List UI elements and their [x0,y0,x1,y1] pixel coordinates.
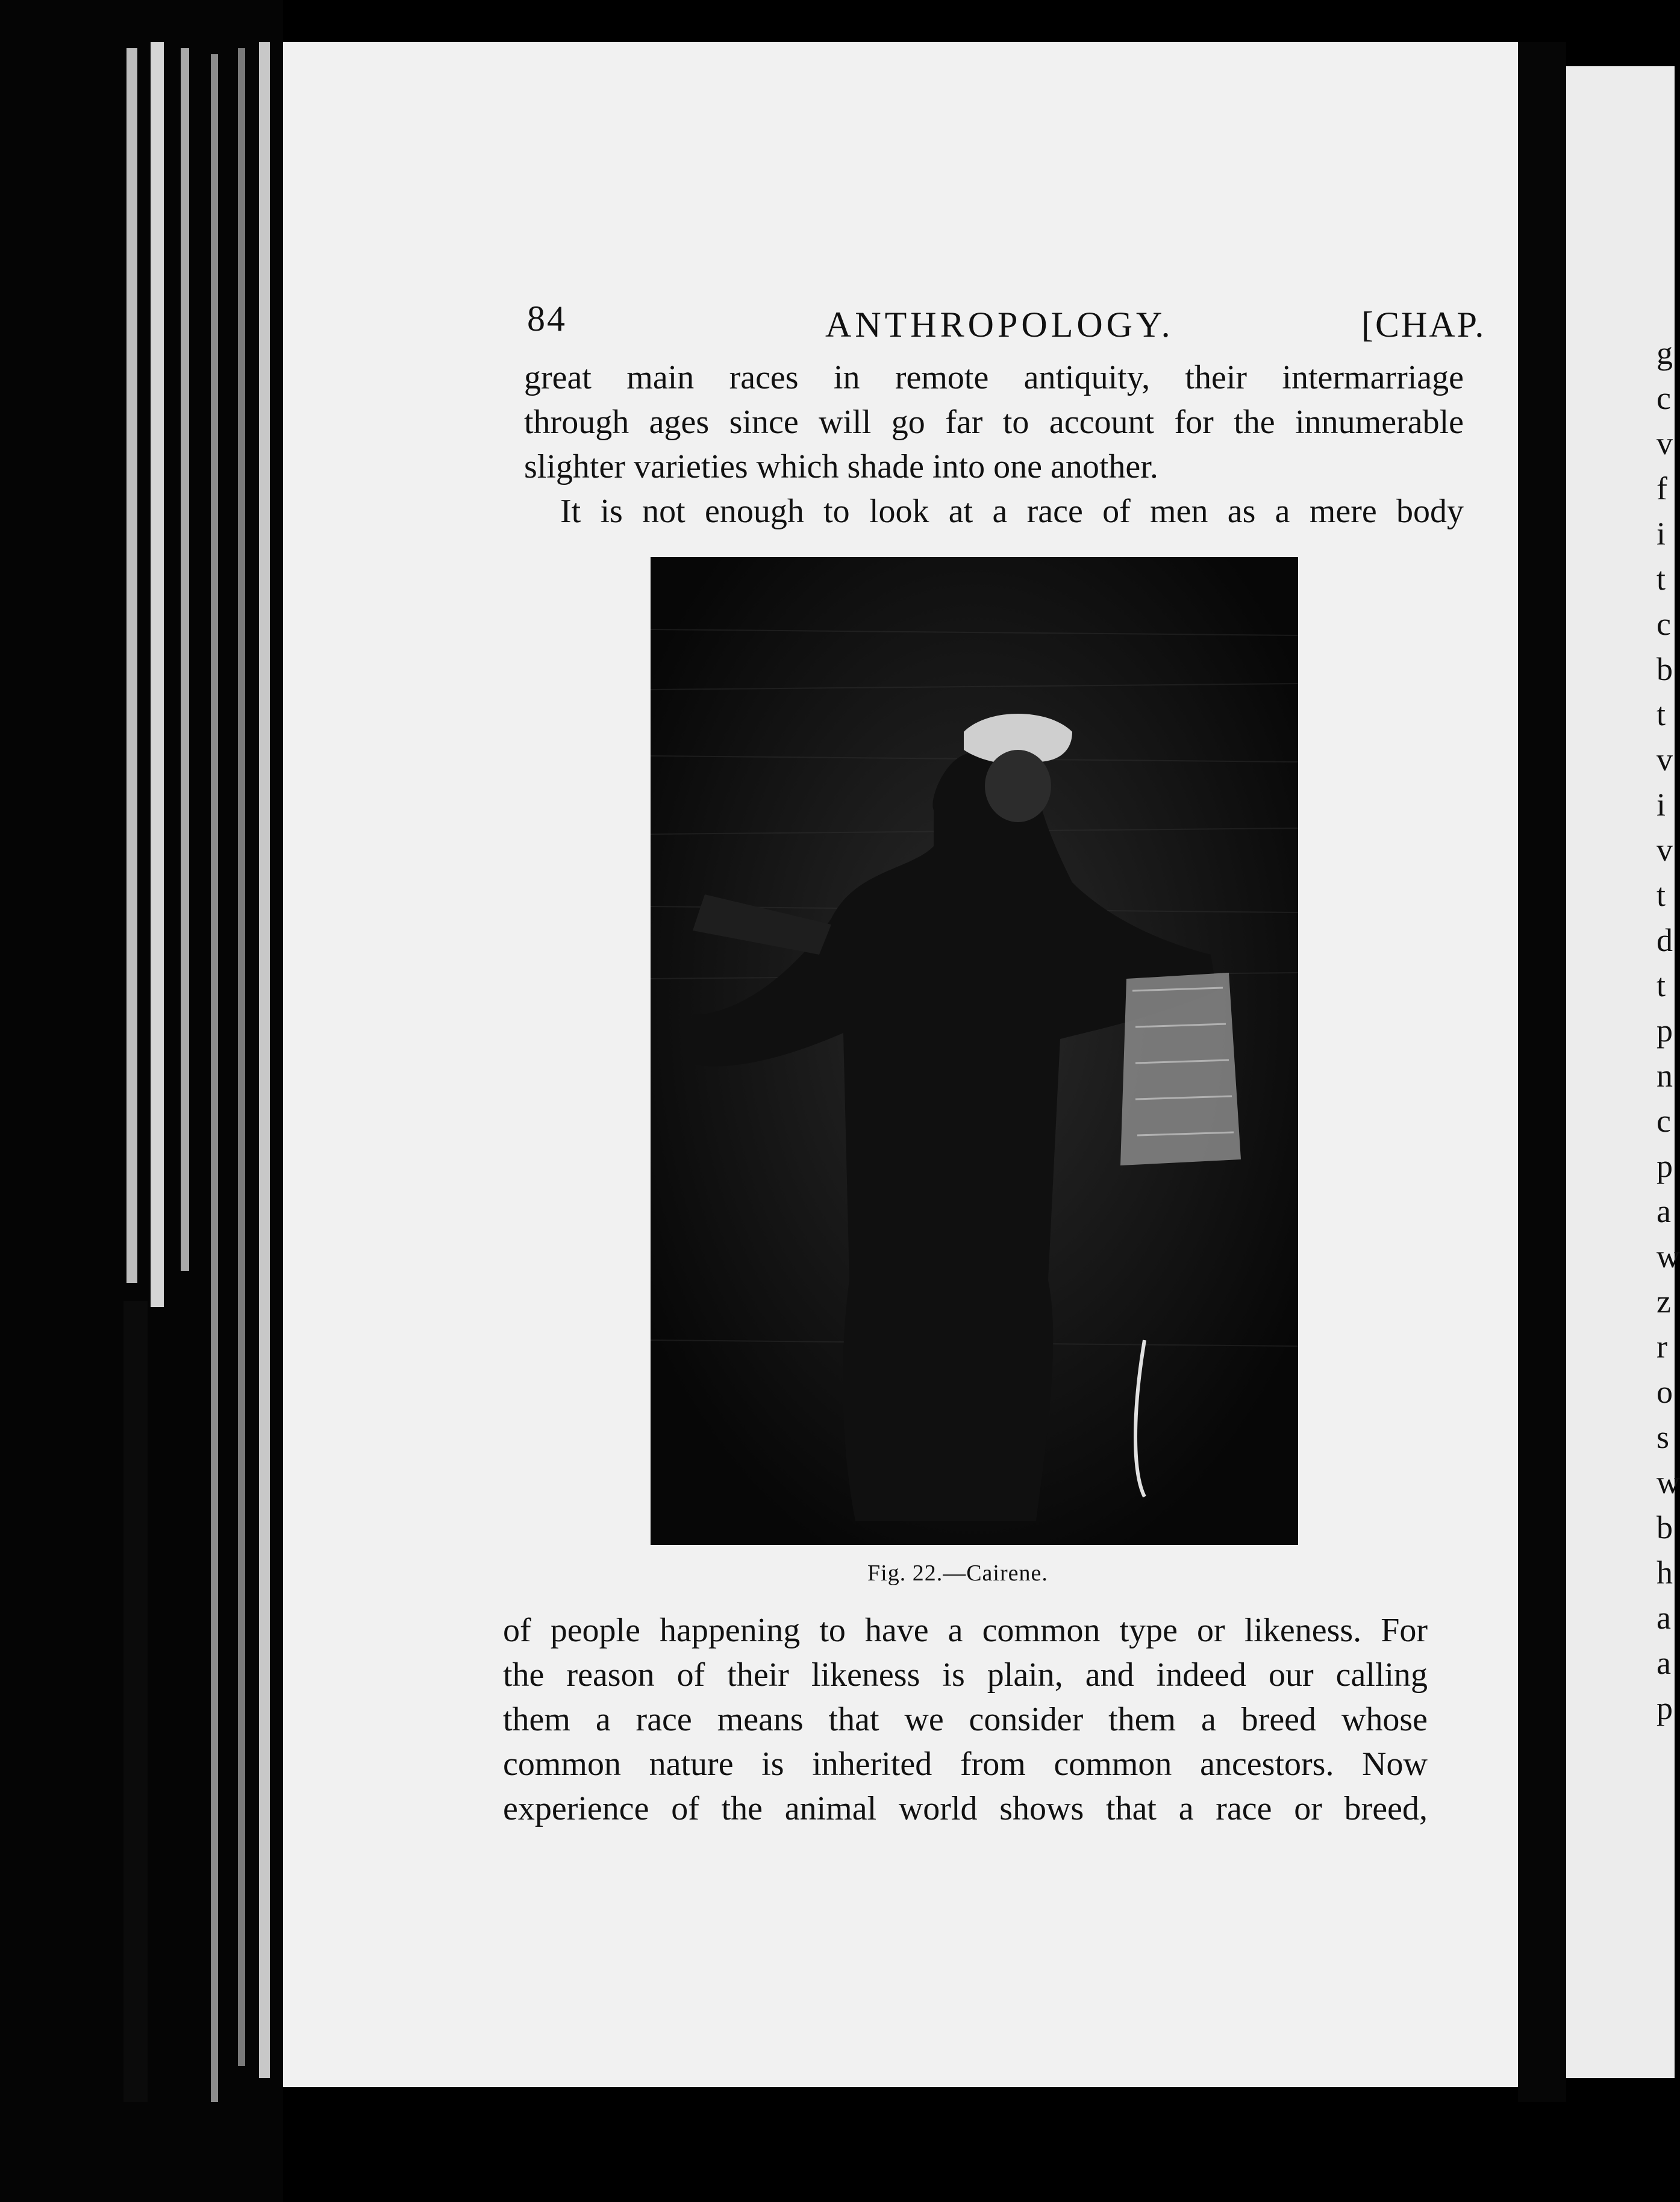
text-line: slighter varieties which shade into one another. [524,448,1158,485]
paragraph-bottom [503,1608,1428,1831]
facing-page-letter: n [1657,1058,1673,1094]
facing-page-letter: a [1657,1193,1671,1229]
facing-page-letter: a [1657,1600,1671,1636]
facing-page-letter: c [1657,606,1671,642]
facing-page-letter: t [1657,967,1666,1003]
figure-plate [651,557,1298,1545]
page-number: 84 [527,299,567,338]
facing-page-letter: f [1657,470,1667,507]
figure-caption: Fig. 22.—Cairene. [867,1561,1048,1586]
paragraph-top [524,355,1464,534]
facing-page-letter: w [1657,1238,1680,1274]
facing-page-letter: s [1657,1419,1670,1455]
running-head [283,298,1554,346]
facing-page-letter: i [1657,516,1666,552]
facing-page-letter: t [1657,561,1666,597]
facing-page-letter: c [1657,380,1671,416]
cairene-illustration [651,557,1298,1545]
facing-page-letter: b [1657,651,1673,687]
facing-page-letter: p [1657,1690,1673,1726]
page-edge [126,48,137,1283]
text-line: them a race means that we consider them a breed whose [503,1701,1428,1738]
facing-page-letter: z [1657,1283,1671,1320]
facing-page-letter: v [1657,741,1673,778]
book-gutter [1518,42,1566,2102]
facing-page-letter: p [1657,1012,1673,1049]
running-title: ANTHROPOLOGY. [825,305,1174,345]
facing-page-edge [1566,66,1680,2078]
facing-page-letter: d [1657,922,1673,958]
chapter-marker: [CHAP. [1361,305,1486,345]
facing-page-letter: g [1657,335,1673,371]
text-line: the reason of their likeness is plain, and indeed our calling [503,1656,1428,1694]
facing-page-letter: t [1657,696,1666,732]
facing-page-letter: v [1657,832,1673,868]
text-line: of people happening to have a common type or likeness. For [503,1612,1428,1649]
page-edge [181,48,189,1271]
facing-page-letter: o [1657,1374,1673,1410]
facing-page-letter: b [1657,1509,1673,1545]
page-edge [123,1301,148,2102]
facing-page-letter: p [1657,1148,1673,1184]
page-edge [211,54,218,2102]
text-line: It is not enough to look at a race of men as a mere body [560,493,1464,530]
facing-page-letter: a [1657,1645,1671,1681]
page-edge [238,48,245,2066]
facing-page-letter: c [1657,1103,1671,1139]
text-line: experience of the animal world shows that a race or breed, [503,1790,1428,1827]
facing-page-letter: r [1657,1329,1667,1365]
book-page [283,42,1554,2087]
facing-page-letter: v [1657,425,1673,461]
page-edge [151,42,164,1307]
page-edge [259,42,270,2078]
figure-cairene [651,557,1313,1551]
text-line: common nature is inherited from common ancestors. Now [503,1745,1428,1783]
facing-page-letter: t [1657,877,1666,913]
text-line: great main races in remote antiquity, their intermarriage [524,359,1464,396]
facing-page-letter: h [1657,1555,1673,1591]
facing-page-letter: i [1657,787,1666,823]
text-line: through ages since will go far to account for the innumerable [524,404,1464,441]
facing-page-letter: w [1657,1464,1680,1500]
